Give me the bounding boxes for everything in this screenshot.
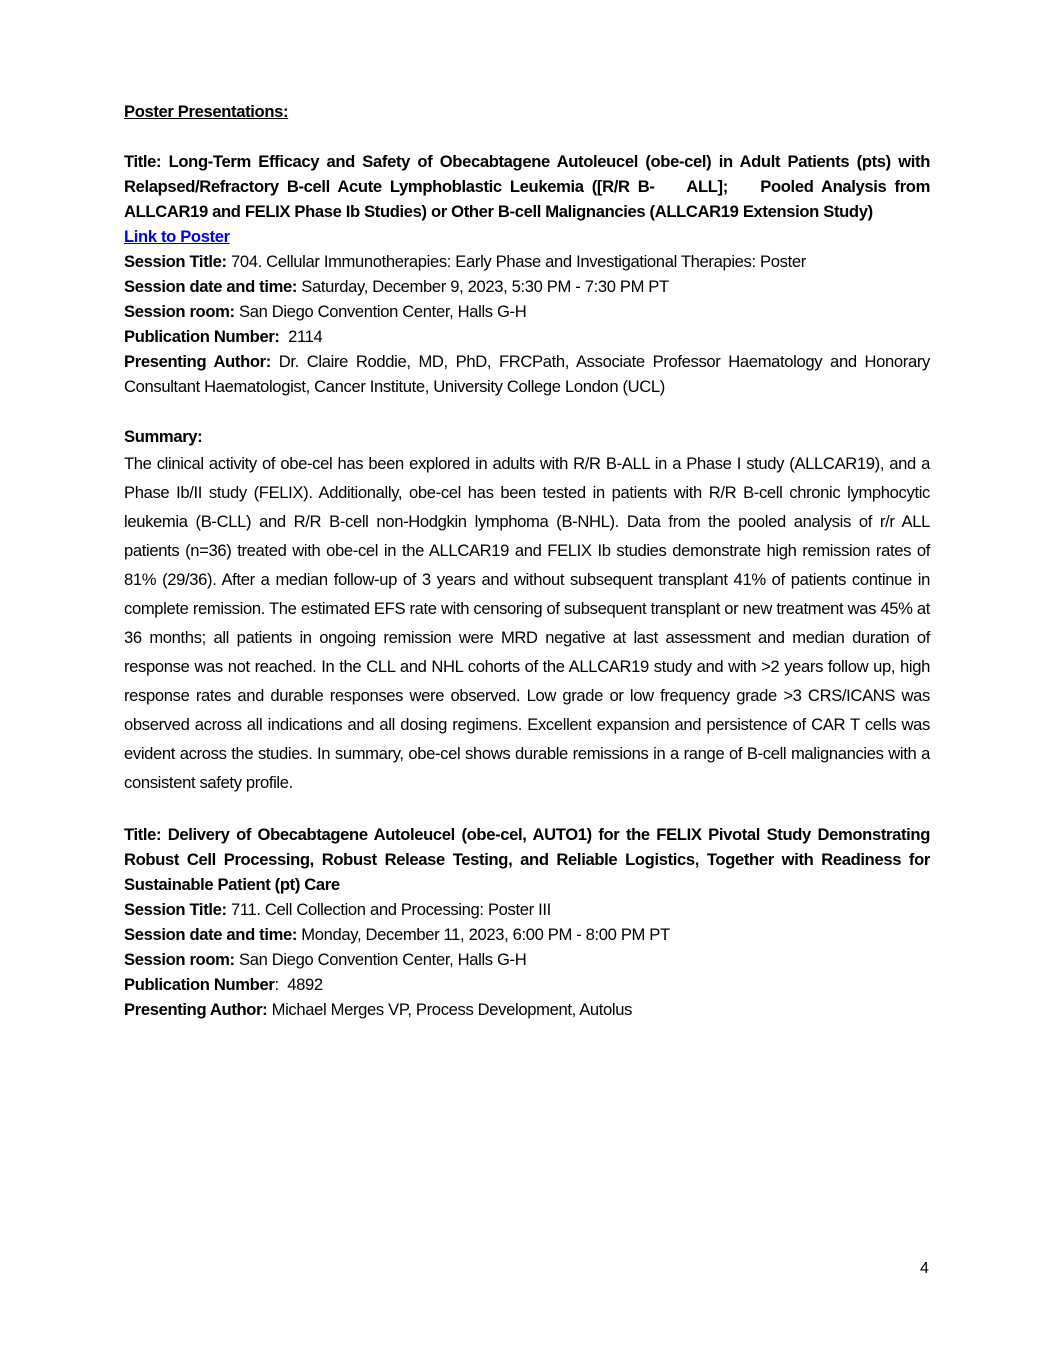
summary-label: Summary: [124, 427, 203, 446]
session-date-value: Monday, December 11, 2023, 6:00 PM - 8:00 PM PT [297, 925, 670, 944]
session-date-label: Session date and time: [124, 277, 298, 296]
poster-2-title: Title: Delivery of Obecabtagene Autoleucel (obe-cel, AUTO1) for the FELIX Pivotal Study Demonstrating Robust Cell Processing, Robust Release Testing, and Reliable Logistics, Together with Readiness for Sustainable Patient (pt) Care [124, 825, 930, 894]
session-room-value: San Diego Convention Center, Halls G-H [234, 950, 527, 969]
session-room-label: Session room: [124, 302, 235, 321]
publication-number [124, 324, 930, 349]
presenting-author-label: Presenting Author: [124, 1000, 268, 1019]
poster-1-title: Title: Long-Term Efficacy and Safety of Obecabtagene Autoleucel (obe-cel) in Adult Patients (pts) with Relapsed/Refractory B-cell Acute Lymphoblastic Leukemia ([R/R B- ALL]; Pooled Analysis from ALLCAR19 and FELIX Phase Ib Studies) or Other B-cell Malignancies (ALLCAR19 Extension Study) [124, 152, 935, 221]
session-title-value: 704. Cellular Immunotherapies: Early Phase and Investigational Therapies: Poster [226, 252, 806, 271]
session-date [124, 922, 930, 947]
publication-number-label: Publication Number: [124, 327, 280, 346]
presenting-author [124, 997, 930, 1022]
session-title [124, 897, 930, 922]
session-date-value: Saturday, December 9, 2023, 5:30 PM - 7:30 PM PT [297, 277, 669, 296]
document-page [124, 99, 935, 1022]
session-title-label: Session Title: [124, 900, 227, 919]
publication-number-label: Publication Number [124, 975, 275, 994]
presenting-author-value: Dr. Claire Roddie, MD, PhD, FRCPath, Associate Professor Haematology and Honorary Consultant Haematologist, Cancer Institute, University College London (UCL) [124, 352, 930, 396]
presenting-author [124, 349, 930, 399]
link-to-poster[interactable]: Link to Poster [124, 227, 230, 246]
session-title-value: 711. Cell Collection and Processing: Poster III [226, 900, 551, 919]
session-title-label: Session Title: [124, 252, 227, 271]
session-title [124, 249, 930, 274]
poster-2 [124, 822, 930, 1022]
presenting-author-value: Michael Merges VP, Process Development, Autolus [267, 1000, 633, 1019]
section-heading: Poster Presentations: [124, 102, 289, 121]
publication-number-value: 2114 [279, 327, 323, 346]
session-room-label: Session room: [124, 950, 235, 969]
session-date [124, 274, 930, 299]
session-room-value: San Diego Convention Center, Halls G-H [234, 302, 527, 321]
session-room [124, 947, 930, 972]
presenting-author-label: Presenting Author: [124, 352, 271, 371]
session-room [124, 299, 930, 324]
poster-1 [124, 149, 935, 797]
page-number: 4 [920, 1260, 929, 1277]
publication-number [124, 972, 930, 997]
summary-text: The clinical activity of obe-cel has been explored in adults with R/R B-ALL in a Phase I study (ALLCAR19), and a Phase Ib/II study (FELIX). Additionally, obe-cel has been tested in patients with R/R B-cell chronic lymphocytic leukemia (B-CLL) and R/R B-cell non-Hodgkin lymphoma (B-NHL). Data from the pooled analysis of r/r ALL patients (n=36) treated with obe-cel in the ALLCAR19 and FELIX Ib studies demonstrate high remission rates of 81% (29/36). After a median follow-up of 3 years and without subsequent transplant 41% of patients continue in complete remission. The estimated EFS rate with censoring of subsequent transplant or new treatment was 45% at 36 months; all patients in ongoing remission were MRD negative at last assessment and median duration of response was not reached. In the CLL and NHL cohorts of the ALLCAR19 study and with >2 years follow up, high response rates and durable responses were observed. Low grade or low frequency grade >3 CRS/ICANS was observed across all indications and all dosing regimens. Excellent expansion and persistence of CAR T cells was evident across the studies. In summary, obe-cel shows durable remissions in a range of B-cell malignancies with a consistent safety profile. [124, 454, 930, 792]
publication-number-value: : 4892 [274, 975, 323, 994]
session-date-label: Session date and time: [124, 925, 298, 944]
